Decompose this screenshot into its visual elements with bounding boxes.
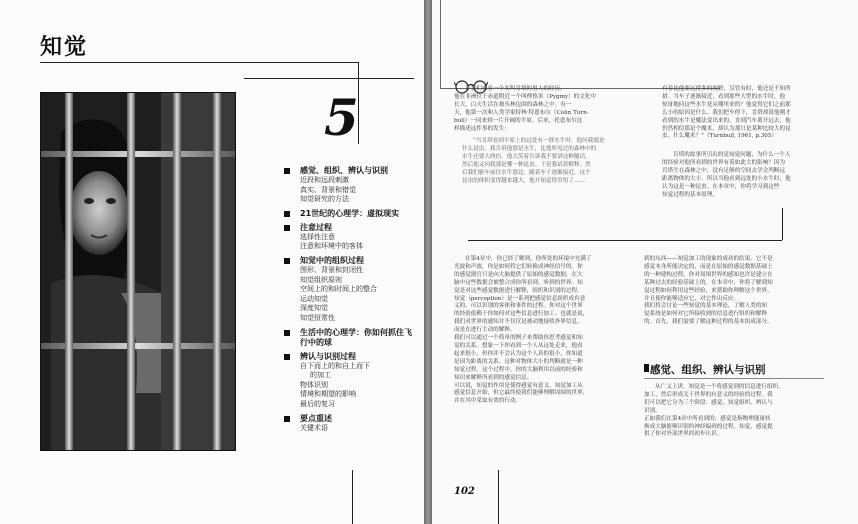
text-line: 换成大脑能够识别的神经编码的过程。知觉，感觉提 xyxy=(644,423,773,430)
square-bullet-icon xyxy=(284,416,290,422)
text-line: 而是在进行主动的解释。 xyxy=(454,327,516,334)
text-line: 长大。白天生活在被丛林包围的森林之中。有一 xyxy=(454,101,572,108)
right-page xyxy=(432,0,858,524)
text-line: 感觉本身所能决定的，而是在原始的感觉数据基础上 xyxy=(644,263,773,270)
text-line: 样描述这件事的发生： xyxy=(454,125,510,132)
toc-item: 自下而上的和自上而下 xyxy=(300,361,370,370)
text-line: 的经验依赖于你如何对这些信息进行加工。也就是说， xyxy=(454,311,589,318)
text-line: 他在非洲位于赤道附近一个叫俾格米（Pygmy）的文化中 xyxy=(454,93,597,100)
text-line: 的感觉器官只是向大脑提供了原始的感觉数据，在大 xyxy=(454,271,583,278)
text-line: 在第4章中，你已经了解到，你所处的环境中充满了 xyxy=(465,256,592,262)
toc-item: 最后的复习 xyxy=(300,399,335,408)
intro-quote xyxy=(462,138,634,185)
text-line: 觉过程如何利用这些经验，来帮助你理解这个世界， xyxy=(644,287,773,294)
toc-item: 选择性注意 xyxy=(300,232,335,241)
toc-item: 知觉组织原则 xyxy=(300,275,342,284)
text-line: 认为这是一种昆虫。在本章中，你将学习到这些 xyxy=(662,183,780,190)
toc-heading xyxy=(284,223,416,233)
square-bullet-icon xyxy=(284,168,290,174)
toc-item: 运动知觉 xyxy=(300,294,328,303)
toc-section xyxy=(284,223,416,252)
text-line: 的。首先，我们需要了解这种过程的基本组成部分。 xyxy=(644,319,773,326)
square-bullet-icon xyxy=(284,354,290,360)
toc-item: 情境和期望的影响 xyxy=(300,390,356,399)
text-line: 什么昆虫。我告诉他那是水牛，比他所见过的森林中的 xyxy=(462,145,597,152)
text-line: 供了你对外部世界的初步认识。 xyxy=(644,431,723,438)
title-rule xyxy=(40,62,358,63)
table-of-contents xyxy=(284,166,416,437)
text-line: 识别。 xyxy=(644,407,661,414)
toc-item: 注意和环境中的客体 xyxy=(300,242,363,251)
toc-section xyxy=(284,328,416,348)
number-rule xyxy=(244,78,414,79)
toc-item: 图形、背景和封闭性 xyxy=(300,265,363,274)
text-line: 从广义上讲，知觉是一个将感觉到的信息进行组织、 xyxy=(655,384,784,390)
text-line: 知觉（perception）是一系列把感觉信息组织成有意 xyxy=(454,295,586,302)
body-column-1 xyxy=(454,256,634,406)
text-line: 觉系统是如何对它所接收到的信息进行组织和解释 xyxy=(644,311,768,318)
text-line: 们可以把它分为三个阶段：感觉、知觉组织、辨认与 xyxy=(644,399,773,406)
text-line: 有着比他要远得多的视野，尽管有时，他还是不知所 xyxy=(662,86,791,92)
toc-section xyxy=(284,352,416,410)
square-bullet-icon xyxy=(284,225,290,231)
toc-heading-text: 要点重述 xyxy=(300,413,332,423)
intro-column-1 xyxy=(454,86,640,133)
chapter-title: 知觉 xyxy=(40,34,89,60)
text-line: 我们可以通过一个简单的例子来帮助你思考感觉和知 xyxy=(454,335,583,342)
text-line: 虫。什么魔术？”（Turnbull, 1961, p.305） xyxy=(662,133,777,140)
toc-section xyxy=(284,209,416,219)
text-line: 并在其中采取有效的行动。 xyxy=(454,398,522,405)
left-page xyxy=(0,0,424,524)
body-top-rule xyxy=(468,240,782,241)
text-line: 知觉过程。这个过程中，你的大脑利用以前的经验和 xyxy=(454,366,583,373)
text-line: 光波和声波，你是如何将它们转换成神经信号的。你 xyxy=(454,263,583,270)
square-bullet-icon xyxy=(284,211,290,217)
text-line: 知识来解释所看到的感觉信息。 xyxy=(454,374,533,381)
bottom-rule xyxy=(352,470,353,524)
text-line: 我们对世界的感知并不仅仅是被动地接收外界信息， xyxy=(454,319,583,326)
toc-item: 的加工 xyxy=(310,371,331,380)
text-line: 是因为距离的关系。这种对物体大小的判断就是一种 xyxy=(454,358,583,365)
toc-heading-text: 生活中的心理学：你如何抓住飞行中的球 xyxy=(300,327,412,347)
page-number-rule xyxy=(498,470,499,524)
text-line: 的经验对他所看到的世界有着如此大的影响？因为 xyxy=(662,159,786,166)
toc-heading-text: 知觉中的组织过程 xyxy=(300,255,364,265)
toc-item: 知觉研究的方法 xyxy=(300,195,349,204)
toc-item: 物体识别 xyxy=(300,380,328,389)
text-line: 水牛还要大两倍。他大笑着告诉我不要讲这种傻话。 xyxy=(462,153,591,160)
text-line: 的一种建构过程。你对周围世界的感知也许是建立在 xyxy=(644,271,773,278)
intro-paragraph xyxy=(662,152,842,199)
toc-item: 关键术语 xyxy=(300,423,328,432)
toc-heading xyxy=(284,166,416,176)
toc-heading-text: 感觉、组织、辨认与识别 xyxy=(300,166,388,175)
toc-item: 空间上的和时间上的整合 xyxy=(300,285,377,294)
text-line: 脑中这些数据会被整合成你所看到、听到的世界。知 xyxy=(454,279,583,286)
chapter-number: 5 xyxy=(324,88,359,147)
chapter-photo xyxy=(40,92,236,451)
toc-item: 知觉恒常性 xyxy=(300,313,335,322)
text-line: 后我们驱车前往水牛那边。随着车子逐渐接近，这个 xyxy=(462,169,591,176)
toc-heading-text: 注意过程 xyxy=(300,222,332,232)
text-line: 惊讶地问这些水牛是从哪里来的？他觉得它们之前那 xyxy=(662,101,791,108)
text-line: 看到的水牛是魔法变出来的，直到汽车离开远去，他 xyxy=(662,117,791,124)
text-line: 并且使你能够适应它，对它作出反应。 xyxy=(644,295,740,302)
toc-section xyxy=(284,256,416,324)
text-line: 到的东西——知觉加工的现象的成功的结果。它不是 xyxy=(644,256,773,262)
toc-item: 真实、背景和错觉 xyxy=(300,185,356,194)
text-line: 觉是对这些感觉数据进行解释，组织和识别的过程。 xyxy=(454,287,583,294)
text-line: 正如我们在第4章中所看到的，感觉是指物理能量转 xyxy=(644,415,771,422)
text-line: 天，他第一次和人类学家特林·特恩布尔（Colin Turn- xyxy=(454,109,589,116)
text-line: 觉的关系。想象一下你看到一个人从远处走来，他看 xyxy=(454,342,583,349)
square-bullet-icon xyxy=(284,330,290,336)
text-line: “当肯塔看到平原上的远处有一群水牛时，他问我那是 xyxy=(473,138,605,144)
text-line: 昆虫的体积变得越来越大，他开始觉得害怕了…… xyxy=(462,177,586,184)
toc-item: 近段和远段刺激 xyxy=(300,176,349,184)
section-body xyxy=(644,384,828,439)
left-margin-rule xyxy=(440,0,441,88)
text-line: 知觉过程的基本原理。 xyxy=(662,191,718,198)
text-line: 义的、可以识别的客体和事件的过程。你对这个世界 xyxy=(454,303,583,310)
page-number: 102 xyxy=(454,486,475,497)
toc-heading xyxy=(284,352,416,362)
text-line: 仍然相信那是个魔术，却认为那只是某种比较大的昆 xyxy=(662,125,791,132)
woman-behind-bars-image xyxy=(41,93,235,450)
text-line: 距离物体的大小，所以当他看到远处的小水牛时，他 xyxy=(662,175,791,182)
toc-section xyxy=(284,414,416,434)
toc-item: 深度知觉 xyxy=(300,304,328,313)
text-line: 可以说，知觉的作用是使得感觉有意义，知觉加工从 xyxy=(454,382,583,389)
text-line: 肯塔的故事所引出的是知觉问题，为什么一个人 xyxy=(673,152,791,158)
toc-heading xyxy=(284,256,416,266)
text-line: 某种过去的经验基础上的。在本章中，你将了解到知 xyxy=(644,279,773,286)
book-gutter xyxy=(424,0,432,524)
text-line: 措。当车子逐渐接近，看到那些大型的水牛时，他 xyxy=(662,93,786,100)
toc-heading xyxy=(284,414,416,424)
square-bullet-icon xyxy=(284,258,290,264)
text-line: 我们将会讨论一些知觉的基本理论，了解人类的知 xyxy=(644,303,768,310)
section-rule xyxy=(644,378,824,379)
toc-heading xyxy=(284,209,416,219)
text-line: 感觉信息开始，但它最终使我们能够理解周围的世界， xyxy=(454,390,589,397)
body-vertical-rule xyxy=(782,208,783,240)
text-line: 起来很小，但你并不会认为这个人真的很小，你知道 xyxy=(454,350,583,357)
text-line: bull）一同来到一片开阔的平原。后来，托恩布尔这 xyxy=(454,117,583,124)
body-column-2 xyxy=(644,256,828,327)
toc-heading xyxy=(284,328,416,348)
section-marker xyxy=(644,364,649,372)
text-line: 然后他又问我那是哪一种昆虫。于是我试着解释，然 xyxy=(462,161,591,168)
text-line: 肯塔生在森林之中，没有足够的空间去学会判断远 xyxy=(662,167,786,174)
toc-section xyxy=(284,166,416,205)
intro-column-2 xyxy=(662,86,842,141)
text-line: 么小的原因是什么。我们把车停下，肯塔却说他刚才 xyxy=(662,109,791,116)
text-line: 让我们来看一个名叫肯塔的男人的经历。 xyxy=(465,86,566,92)
toc-heading-text: 21世纪的心理学：虚拟现实 xyxy=(300,208,400,218)
toc-heading-text: 辨认与识别过程 xyxy=(300,351,356,361)
section-title: 感觉、组织、辨认与识别 xyxy=(650,364,766,376)
text-line: 加工，然后形成关于世界的有意义的经验的过程。我 xyxy=(644,391,773,398)
